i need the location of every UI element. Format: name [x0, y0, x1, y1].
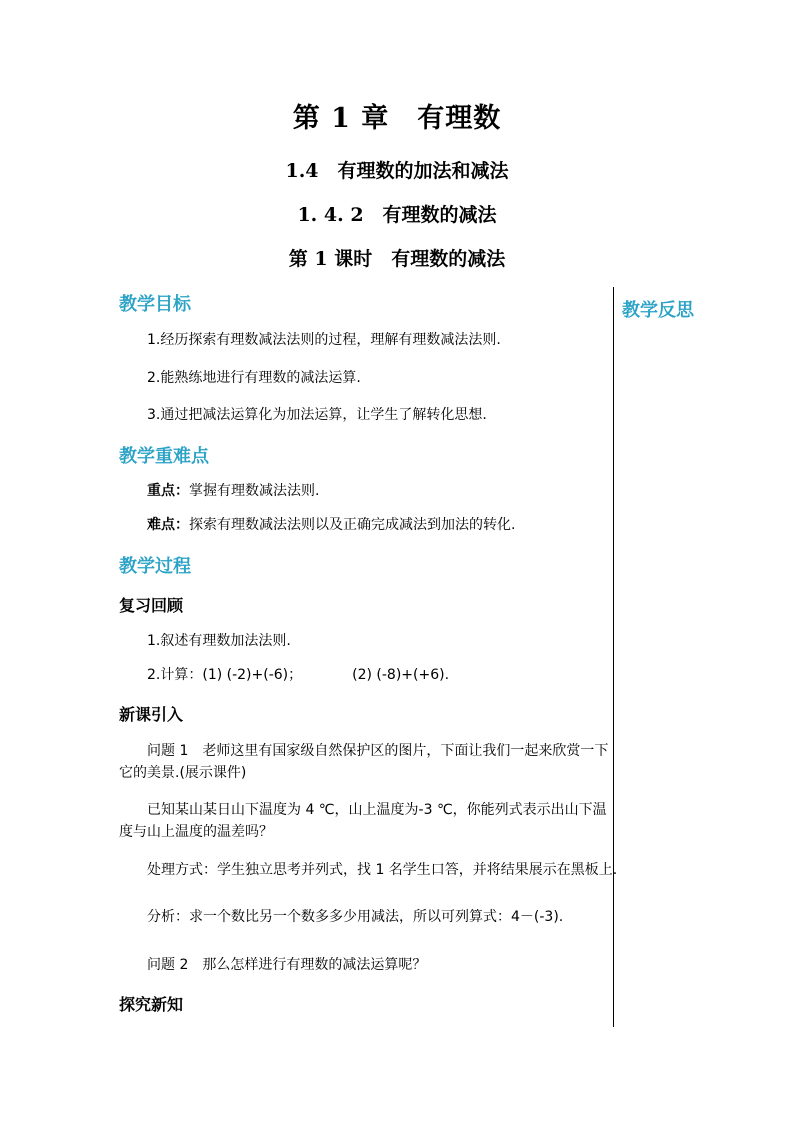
review-item-2: [147, 668, 449, 682]
goal-item-1: 1.经历探索有理数减法法则的过程，理解有理数减法法则.: [147, 332, 501, 348]
lesson-title: 第 1 课时 有理数的减法: [288, 248, 506, 270]
key-point-line: [147, 484, 319, 498]
key-points-heading: 教学重难点: [119, 446, 209, 467]
review-item-2-part-1: 2.计算：(1) (-2)+(-6)；: [147, 667, 303, 683]
reflection-heading: 教学反思: [622, 300, 694, 321]
review-heading: 复习回顾: [119, 596, 184, 615]
review-item-1: 1.叙述有理数加法法则.: [147, 633, 291, 649]
intro-question-1-detail: 已知某山某日山下温度为 4 ℃，山上温度为-3 ℃，你能列式表示出山下温度与山上温度的温差吗？: [119, 802, 607, 840]
difficult-point-line: [147, 518, 515, 532]
chapter-title: 第 1 章 有理数: [292, 103, 502, 134]
process-heading: 教学过程: [119, 556, 191, 577]
review-item-2-part-2: (2) (-8)+(+6).: [352, 667, 450, 683]
intro-heading: 新课引入: [119, 705, 184, 724]
difficult-point-label: 难点：: [147, 517, 189, 533]
goal-item-2: 2.能熟练地进行有理数的减法运算.: [147, 370, 361, 386]
goals-heading: 教学目标: [119, 294, 191, 315]
intro-question-1: 问题 1 老师这里有国家级自然保护区的图片，下面让我们一起来欣赏一下它的美景.(展示课件): [119, 743, 609, 781]
intro-analysis: 分析：求一个数比另一个数多多少用减法，所以可列算式：4－(-3).: [147, 909, 564, 925]
key-point-text: 掌握有理数减法法则.: [189, 483, 320, 499]
intro-method: 处理方式：学生独立思考并列式，找 1 名学生口答，并将结果展示在黑板上.: [147, 862, 618, 878]
key-point-label: 重点：: [147, 483, 189, 499]
column-divider: [613, 287, 614, 1027]
subsection-title: 1. 4. 2 有理数的减法: [297, 204, 497, 226]
intro-question-2: 问题 2 那么怎样进行有理数的减法运算呢？: [147, 957, 427, 973]
section-title: 1.4 有理数的加法和减法: [285, 160, 509, 182]
explore-heading: 探究新知: [119, 995, 184, 1014]
goal-item-3: 3.通过把减法运算化为加法运算，让学生了解转化思想.: [147, 407, 487, 423]
difficult-point-text: 探索有理数减法法则以及正确完成减法到加法的转化.: [189, 517, 516, 533]
